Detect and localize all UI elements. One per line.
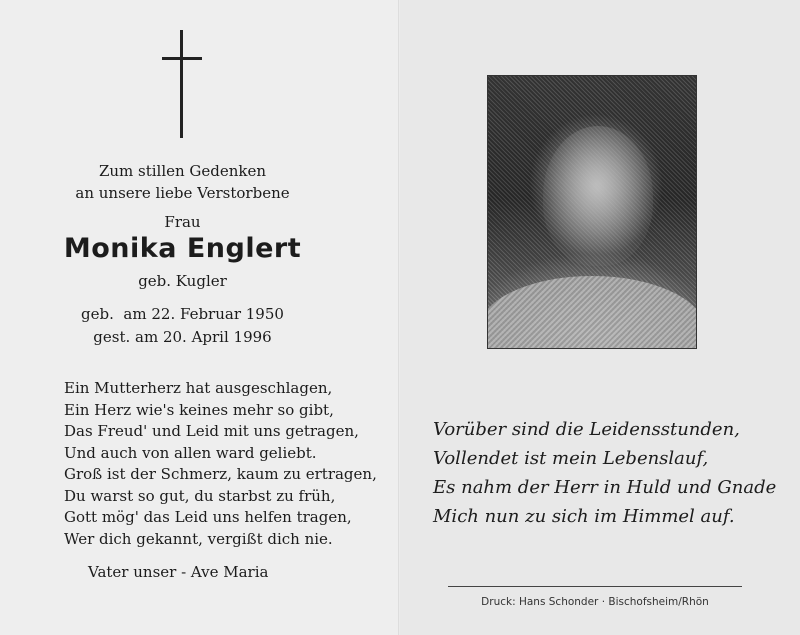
poem-line: Wer dich gekannt, vergißt dich nie.: [64, 529, 333, 548]
closing-verse: [433, 415, 776, 531]
poem-line: Gott mög' das Leid uns helfen tragen,: [64, 508, 352, 526]
portrait-photo: [487, 75, 697, 349]
verse-line: Mich nun zu sich im Himmel auf.: [433, 506, 735, 527]
portrait-shoulders: [487, 276, 697, 349]
cross-icon: [162, 30, 202, 138]
poem-line: Ein Herz wie's keines mehr so gibt,: [64, 400, 334, 419]
portrait-face: [543, 126, 653, 266]
maiden-name: geb. Kugler: [138, 272, 227, 290]
birth-date: geb. am 22. Februar 1950: [81, 305, 284, 323]
left-panel: [0, 0, 398, 635]
death-date: gest. am 20. April 1996: [93, 328, 272, 346]
memorial-poem: [64, 378, 377, 550]
verse-line: Vorüber sind die Leidensstunden,: [433, 419, 740, 440]
prayer-line: Vater unser - Ave Maria: [88, 563, 269, 581]
intro-line: Zum stillen Gedenken: [98, 162, 267, 180]
intro-text: [0, 160, 365, 204]
poem-line: Und auch von allen ward geliebt.: [64, 443, 317, 462]
poem-line: Du warst so gut, du starbst zu früh,: [64, 486, 336, 505]
footer-divider: [448, 586, 742, 587]
printer-credit: Druck: Hans Schonder · Bischofsheim/Rhön: [481, 596, 709, 608]
intro-line: an unsere liebe Verstorbene: [75, 184, 290, 202]
verse-line: Es nahm der Herr in Huld und Gnade: [433, 477, 777, 498]
title-frau: Frau: [164, 213, 201, 231]
deceased-name: Monika Englert: [63, 233, 302, 264]
poem-line: Ein Mutterherz hat ausgeschlagen,: [64, 379, 333, 397]
poem-line: Groß ist der Schmerz, kaum zu ertragen,: [64, 465, 377, 483]
poem-line: Das Freud' und Leid mit uns getragen,: [64, 422, 359, 440]
life-dates: [0, 303, 365, 349]
verse-line: Vollendet ist mein Lebenslauf,: [433, 448, 709, 469]
